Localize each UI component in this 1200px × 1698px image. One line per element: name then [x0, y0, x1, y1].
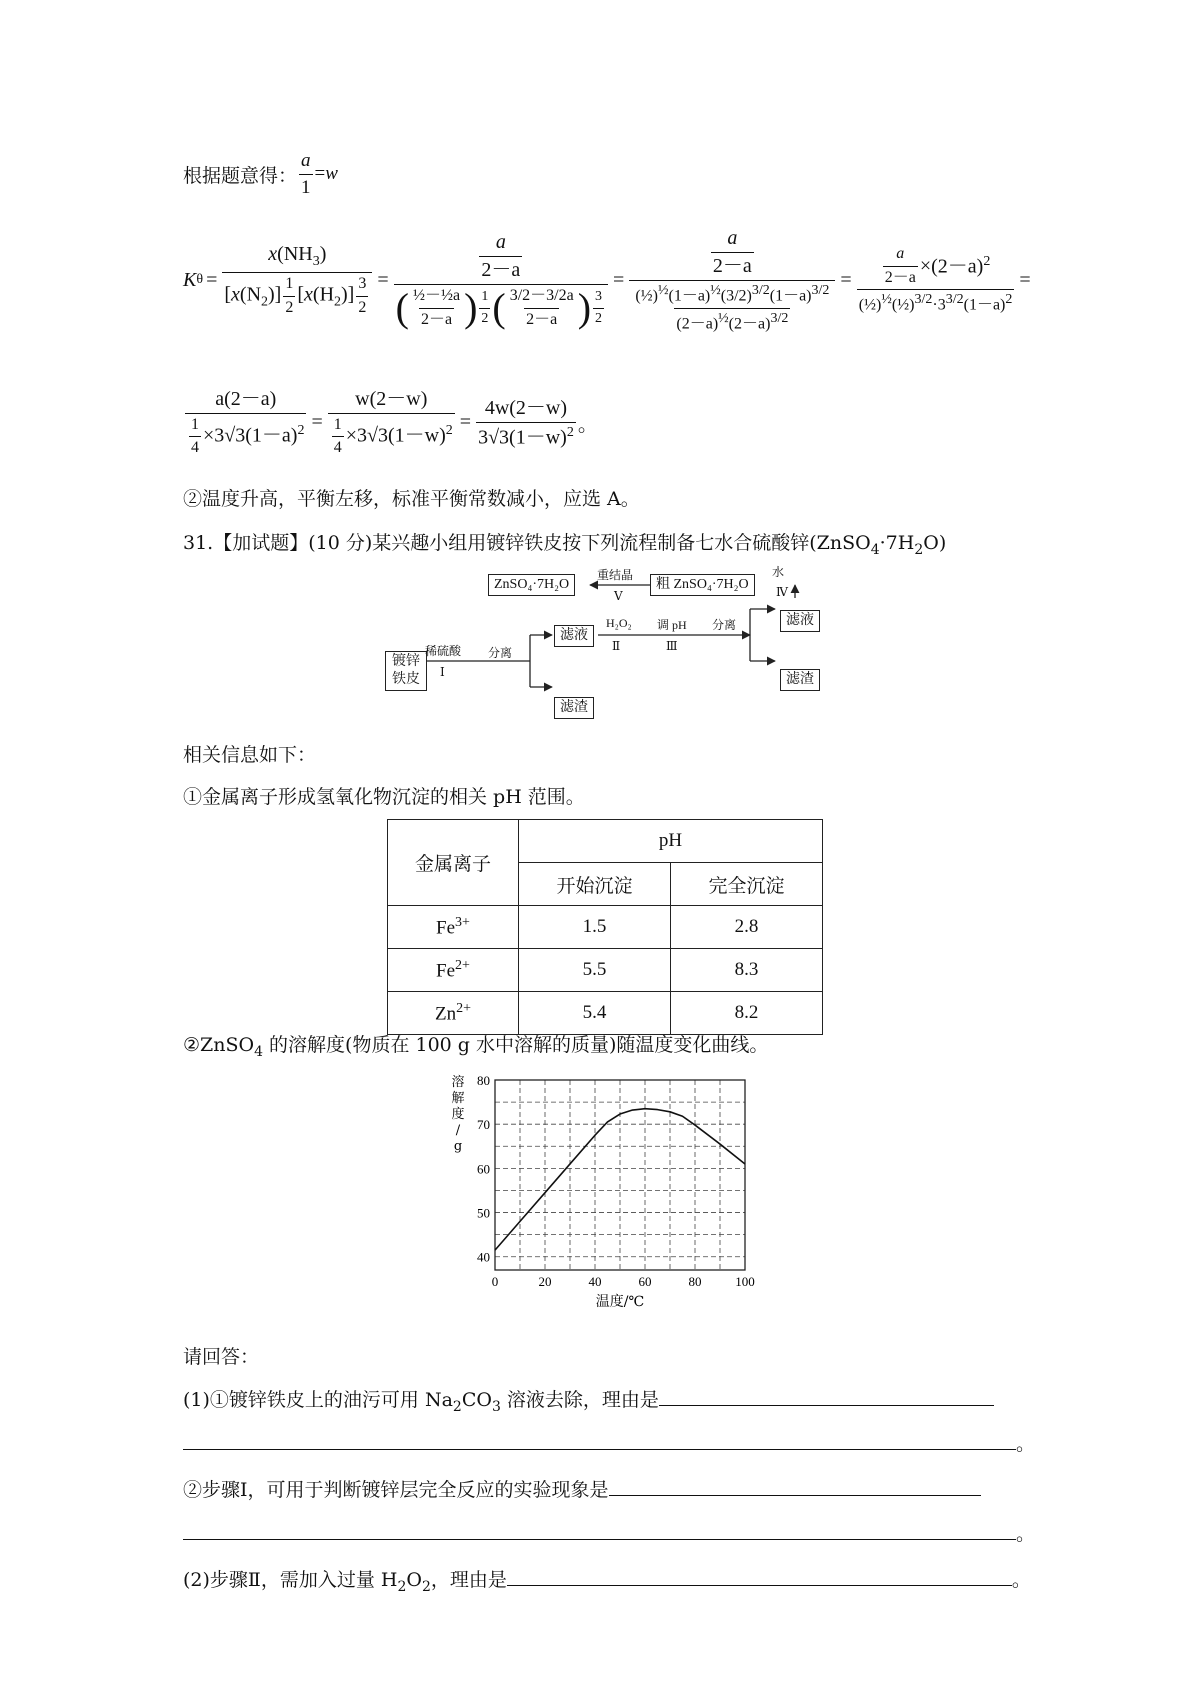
k-fraction-3: $\frac{\frac{a}{2-a}}{\frac{(\frac{1}{2})^{\frac{1}{2}}(1-a)^{\frac{1}{2}}(3/2)^{3/2}(1-a)^{3/2}}{(2-a)^{\frac{1}{2}}(2-a)^{3/2}}}$: [629, 227, 835, 333]
x-tick-label: 20: [538, 1274, 552, 1289]
solubility-chart: [440, 1070, 770, 1320]
question-1-1-cont: 。: [183, 1429, 1035, 1456]
answer-blank[interactable]: [183, 1521, 1016, 1540]
question-31: 31.【加试题】(10 分)某兴趣小组用镀锌铁皮按下列流程制备七水合硫酸锌$(ZnSO_4\cdot 7H_2O)$: [183, 532, 947, 558]
k-fraction-2: $\frac{a}{2-a}$ ( ½－½a 2－a ) 1 2 ( 3/2－3/2a 2－a ) 3 2: [394, 231, 608, 329]
result-fraction-2: w(2－w) $\frac{1}{4}$ $\times 3√3(1-w)^2$: [328, 388, 455, 458]
y-axis-label-char: 解: [451, 1091, 465, 1106]
y-tick-label: 70: [477, 1117, 490, 1133]
ph-table: [387, 819, 823, 1035]
col-complete-header: 完全沉淀: [671, 863, 823, 906]
flow-filtrate2-box: 滤液: [780, 610, 820, 632]
k-fraction-4: $\frac{a}{2-a}$ × $(2-a)^2$ $(\frac{1}{2})^{\frac{1}{2}}(\frac{1}{2})^{3/2}\cdot 3^{3/2}(1-a)^2$: [858, 245, 1013, 314]
intro-line: 根据题意得： $\frac{a}{1}$ = w: [183, 150, 338, 198]
x-tick-label: 40: [588, 1274, 602, 1289]
answer-line-2: ②温度升高，平衡左移，标准平衡常数减小，应选 A。: [183, 488, 640, 510]
x-tick-label: 0: [491, 1274, 499, 1289]
y-tick-label: 60: [477, 1161, 490, 1177]
table-row: $Fe^{2+}$ 5.5 8.3: [388, 949, 823, 992]
y-axis-label-char: g: [453, 1139, 463, 1154]
flow-residue-box: 滤渣: [554, 697, 594, 719]
col-ph-header: pH: [519, 820, 823, 863]
y-tick-label: 80: [477, 1073, 490, 1088]
flow-filtrate-box: 滤液: [554, 625, 594, 647]
flow-start-box: 镀锌 铁皮: [385, 651, 427, 691]
question-2: (2)步骤Ⅱ，需加入过量 $H_2O_2$，理由是 。: [183, 1569, 1031, 1595]
k-fraction-1: $x(NH_3)$ $[x(N_2)]$ $\frac{1}{2}$ $[x(H_2)]$ $\frac{3}{2}$: [222, 243, 372, 317]
result-fraction-1: a(2－a) $\frac{1}{4}$ $\times 3√3(1-a)^2$: [185, 388, 306, 458]
k-expression: K θ = $x(NH_3)$ $[x(N_2)]$ $\frac{1}{2}$ $[x(H_2)]$ $\frac{3}{2}$ = $\frac{a}{2-a}$ ( ½－½a 2－a ) 1 2 ( 3/2－3/2a 2－a ) 3 2 = $\frac{\frac{a}{2-a}}{\frac{(\frac{1}{2})^{\frac{1}{2}}(1-a)^{\frac{1}{2}}(3/2)^{3/2}(1-a)^{3/2}}{(2-a)^{\frac{1}{2}}(2-a)^{3/2}}}$ = $\frac{a}{2-a}$ × $(2-a)^2$ $(\frac{1}{2})^{\frac{1}{2}}(\frac{1}{2})^{3/2}\cdot 3^{3/2}(1-a)^2$ =: [183, 226, 1031, 332]
table-row: $Zn^{2+}$ 5.4 8.2: [388, 992, 823, 1035]
k-result-line: a(2－a) $\frac{1}{4}$ $\times 3√3(1-a)^2$ = w(2－w) $\frac{1}{4}$ $\times 3√3(1-w)^2$ = $\frac{4w(2-w)}{3√3(1-w)^2}$ 。: [183, 388, 598, 458]
answer-blank[interactable]: [659, 1387, 994, 1406]
info-2: ②ZnSO$_4$ 的溶解度(物质在 100 g 水中溶解的质量)随温度变化曲线。: [183, 1034, 769, 1060]
flow-residue2-box: 滤渣: [780, 669, 820, 691]
y-tick-label: 40: [477, 1249, 490, 1265]
x-axis-label: 温度/℃: [595, 1294, 645, 1310]
table-row: $Fe^{3+}$ 1.5 2.8: [388, 906, 823, 949]
y-axis-label-char: /: [455, 1123, 461, 1138]
y-axis-label-char: 溶: [451, 1075, 465, 1090]
col-ion-header: 金属离子: [388, 820, 519, 906]
intro-label: 根据题意得：: [183, 164, 298, 187]
answer-blank[interactable]: [507, 1567, 1012, 1586]
answer-blank[interactable]: [183, 1431, 1016, 1450]
col-start-header: 开始沉淀: [519, 863, 671, 906]
question-1-2-cont: 。: [183, 1519, 1035, 1546]
x-tick-label: 100: [735, 1274, 755, 1289]
question-1-1: (1)①镀锌铁皮上的油污可用 $Na_2CO_3$ 溶液去除，理由是: [183, 1385, 994, 1415]
flow-crude-box: 粗 ZnSO₄·7H₂O: [650, 574, 755, 596]
info-heading: 相关信息如下：: [183, 744, 317, 766]
x-tick-label: 80: [688, 1274, 702, 1289]
fraction-a-over-1: $\frac{a}{1}$: [301, 150, 311, 198]
x-tick-label: 60: [638, 1274, 652, 1289]
question-1-2: ②步骤Ⅰ，可用于判断镀锌层完全反应的实验现象是: [183, 1475, 981, 1502]
info-1: ①金属离子形成氢氧化物沉淀的相关 pH 范围。: [183, 786, 585, 808]
y-axis-label-char: 度: [451, 1107, 465, 1122]
y-tick-label: 50: [477, 1205, 490, 1221]
flow-product-box: ZnSO₄·7H₂O: [488, 574, 575, 596]
ask-heading: 请回答：: [183, 1346, 260, 1368]
answer-blank[interactable]: [609, 1477, 981, 1496]
result-fraction-3: $\frac{4w(2-w)}{3√3(1-w)^2}$: [478, 396, 574, 449]
